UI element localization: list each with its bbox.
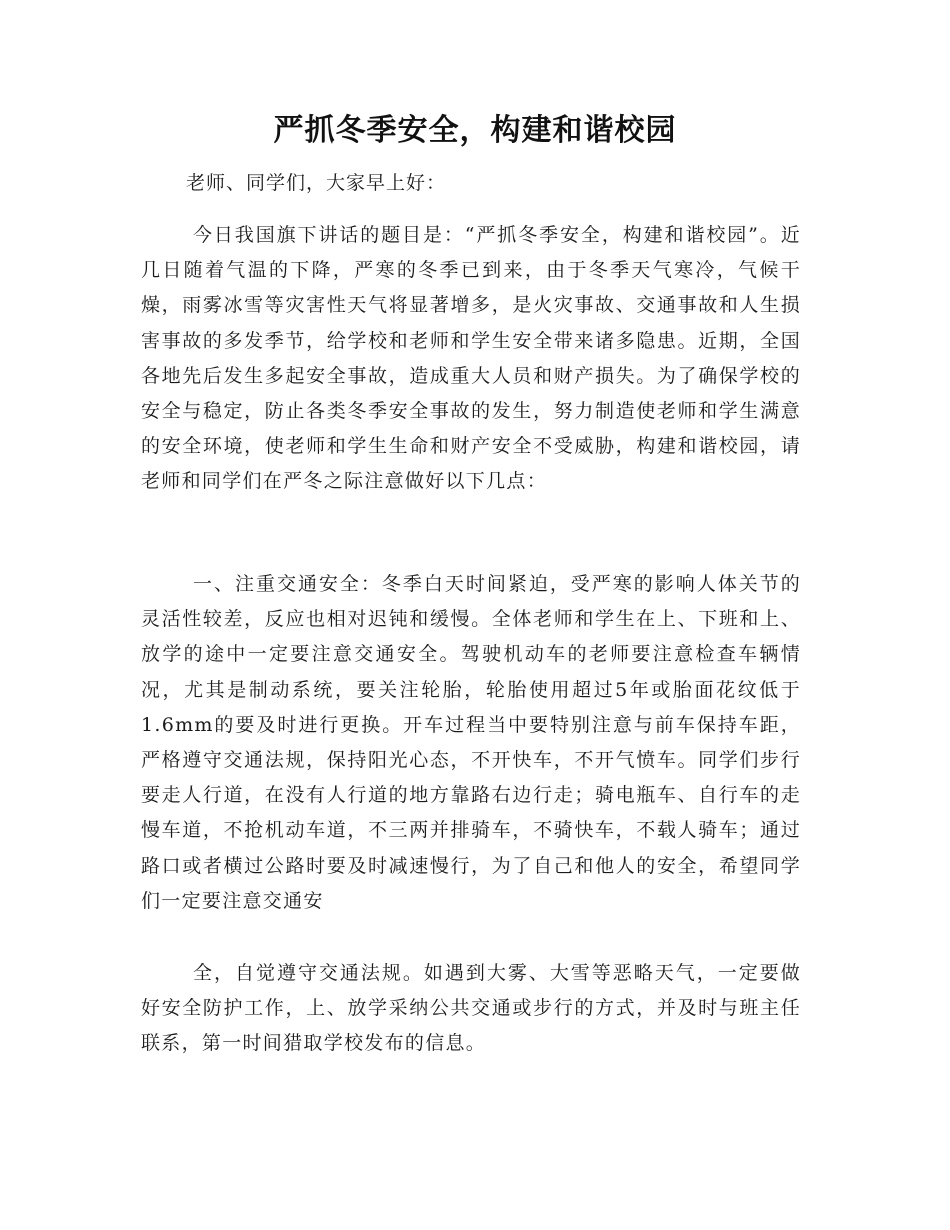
paragraph-intro: 今日我国旗下讲话的题目是：“严抓冬季安全，构建和谐校园”。近几日随着气温的下降，严寒的冬季已到来，由于冬季天气寒冷，气候干燥，雨雾冰雪等灾害性天气将显著增多，是火灾事故、交通事故和人生损害事故的多发季节，给学校和老师和学生安全带来诸多隐患。近期，全国各地先后发生多起安全事故，造成重大人员和财产损失。为了确保学校的安全与稳定，防止各类冬季安全事故的发生，努力制造使老师和学生满意的安全环境，使老师和学生生命和财产安全不受威胁，构建和谐校园，请老师和同学们在严冬之际注意做好以下几点： [141, 224, 801, 493]
paragraph-traffic-safety-continued: 全，自觉遵守交通法规。如遇到大雾、大雪等恶略天气，一定要做好安全防护工作，上、放学采纳公共交通或步行的方式，并及时与班主任联系，第一时间猎取学校发布的信息。 [141, 962, 801, 1055]
document-title: 严抓冬季安全，构建和谐校园 [273, 113, 677, 148]
greeting-line: 老师、同学们，大家早上好： [186, 172, 447, 194]
paragraph-traffic-safety: 一、注重交通安全：冬季白天时间紧迫，受严寒的影响人体关节的灵活性较差，反应也相对迟钝和缓慢。全体老师和学生在上、下班和上、放学的途中一定要注意交通安全。驾驶机动车的老师要注意检查车辆情况，尤其是制动系统，要关注轮胎，轮胎使用超过5年或胎面花纹低于1.6mm的要及时进行更换。开车过程当中要特别注意与前车保持车距，严格遵守交通法规，保持阳光心态，不开快车，不开气愤车。同学们步行要走人行道，在没有人行道的地方靠路右边行走；骑电瓶车、自行车的走慢车道，不抢机动车道，不三两并排骑车，不骑快车，不载人骑车；通过路口或者横过公路时要及时减速慢行，为了自己和他人的安全，希望同学们一定要注意交通安 [141, 573, 801, 912]
